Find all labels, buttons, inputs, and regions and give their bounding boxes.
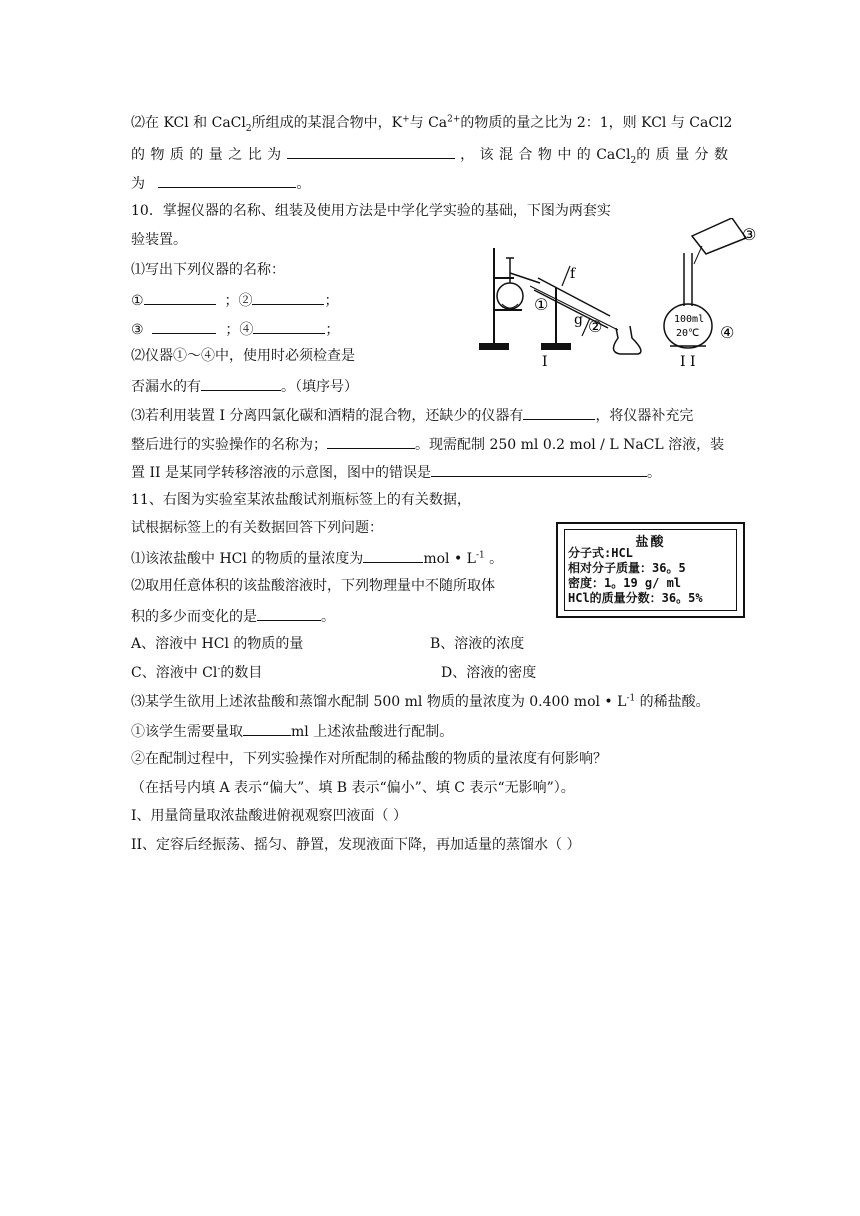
answer-blank-1[interactable] [144,289,216,305]
answer-blank-2[interactable] [252,289,324,305]
q11-instructions: （在括号内填 A 表示“偏大”、填 B 表示“偏小”、填 C 表示“无影响”）。 [131,780,575,796]
q10-part3-line1: ⑶若利用装置 I 分离四氯化碳和酒精的混合物，还缺少的仪器有 ，将仪器补充完 [131,404,693,424]
q11-option-C: C、溶液中 Cl-的数目 [131,664,263,681]
q10-part1: ⑴写出下列仪器的名称： [131,262,285,278]
q10-intro-line1: 10．掌握仪器的名称、组装及使用方法是中学化学实验的基础，下图为两套实 [131,203,611,219]
label-f: f [570,266,576,282]
mark-2: ② [588,317,603,336]
q9-2-line2: 的 物 质 的 量 之 比 为 ， 该 混 合 物 中 的 CaCl$_2$的 质 量 分 数 [131,143,728,163]
q10-part3-line3: 置 II 是某同学转移溶液的示意图，图中的错误是 。 [131,461,661,481]
caption-II: I I [680,354,696,370]
q10-blank-row2: ③ ；④ ； [131,318,339,338]
label-mass-fraction: HCl的质量分数：36。5% [568,591,703,605]
flask-temperature: 20℃ [676,328,700,339]
q11-option-A: A、溶液中 HCl 的物质的量 [131,636,304,652]
answer-blank-concentration[interactable] [363,547,423,563]
caption-I: I [542,354,548,370]
q9-2-line1: ⑵在 KCl 和 CaCl$_2$所组成的某混合物中，K+与 $Ca^{2+}$的物质的量之比为 2：1，则 KCl 与 CaCl2 [131,114,733,134]
q10-part3-line2: 整后进行的实验操作的名称为； 。现需配制 250 ml 0.2 mol / L NaCL 溶液，装 [131,433,724,453]
answer-blank-operation-name[interactable] [327,433,415,449]
q10-part2-line2: 否漏水的有 。（填序号） [131,375,358,395]
answer-blank-kcl-ratio[interactable] [287,143,455,159]
q11-item-II: II、定容后经振荡、摇匀、静置，发现液面下降，再加适量的蒸馏水（ ） [131,837,581,853]
q10-part2-line1: ⑵仪器①～④中，使用时必须检查是 [131,348,355,364]
reagent-label [556,522,745,618]
answer-blank-error[interactable] [431,461,647,477]
label-title: 盐酸 [635,535,666,550]
q11-part2-line2: 积的多少而变化的是 。 [131,605,335,625]
q11-part2-line1: ⑵取用任意体积的该盐酸溶液时，下列物理量中不随所取体 [131,578,495,594]
flask-volume: 100ml [674,314,705,325]
label-density: 密度：1。19 g/ ml [568,576,682,590]
q11-intro-line2: 试根据标签上的有关数据回答下列问题： [131,520,383,536]
answer-blank-cacl2-fraction[interactable] [158,172,296,188]
label-formula: 分子式:HCL [568,546,633,560]
label-g: g [574,312,583,328]
q10-blank-row1: ① ；② ； [131,289,338,309]
answer-blank-invariant[interactable] [257,605,321,621]
q11-part3: ⑶某学生欲用上述浓盐酸和蒸馏水配制 500 ml 物质的量浓度为 0.400 mol • $L^{-1}$ 的稀盐酸。 [131,693,710,710]
answer-blank-volume[interactable] [243,720,291,736]
answer-blank-3[interactable] [152,318,216,334]
mark-1: ① [534,295,549,314]
q10-intro-line2: 验装置。 [131,232,187,248]
mark-4: ④ [720,323,735,342]
q11-intro-line1: 11、右图为实验室某浓盐酸试剂瓶标签上的有关数据， [131,492,471,508]
q11-option-D: D、溶液的密度 [441,665,537,681]
mark-3: ③ [742,225,757,244]
q11-step2: ②在配制过程中，下列实验操作对所配制的稀盐酸的物质的量浓度有何影响？ [131,751,607,767]
q11-part1: ⑴该浓盐酸中 HCl 的物质的量浓度为 mol • $L^{-1}$ 。 [131,547,503,567]
label-molar-mass: 相对分子质量：36。5 [568,561,686,575]
q11-step1: ①该学生需要量取 ml 上述浓盐酸进行配制。 [131,720,453,740]
answer-blank-leak-check[interactable] [201,375,281,391]
q11-item-I: I、用量筒量取浓盐酸进俯视观察凹液面（ ） [131,808,407,824]
answer-blank-4[interactable] [253,318,325,334]
answer-blank-missing-instrument[interactable] [523,404,595,420]
apparatus-figure [470,218,770,378]
q9-2-line3: 为 。 [131,172,310,192]
q11-option-B: B、溶液的浓度 [430,636,525,652]
